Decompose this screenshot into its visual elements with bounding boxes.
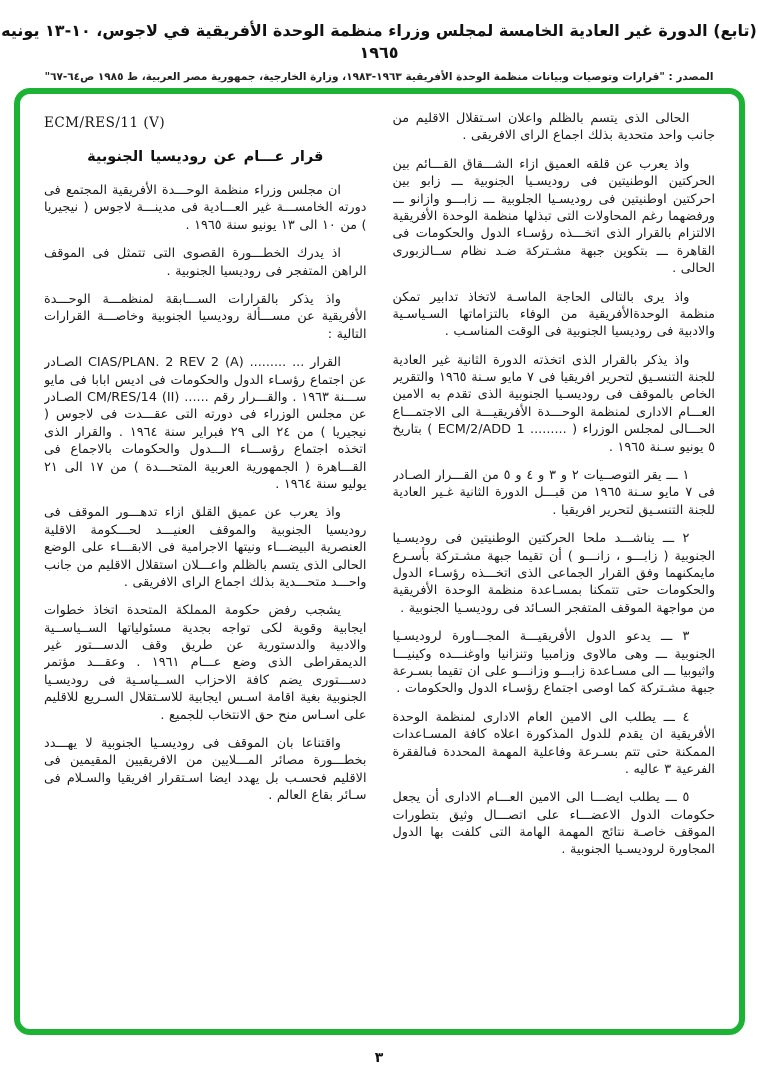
paragraph: واذ يذكر بالقرار الذى اتخذته الدورة الثانية غير العادية للجنة التنسـيق لتحرير افريقيا فى ٧ مايو سـنة ١٩٦٥ والتقرير الخاص بالموقف فى روديسـيا الجنوبية الذى تقدم به الامين العـــام الادارى لمنظمة الوحـــدة الأفريقيـــة الى الاجتمـــاع الحـــالى لمجلس الوزراء ( ⁦ECM/2/ADD 1 .........⁩ ) بتاريخ ٥ يونيو سـنة ١٩٦٥ .	[392, 352, 715, 455]
column-left	[44, 110, 367, 1021]
numbered-clause-2: ٢ ـــ يناشـــد ملحا الحركتين الوطنيتين فى روديسـيا الجنوبية ( زابـــو ، زانـــو ) أن تقيما جبهة مشـتركة بأسـرع مايمكنهما وفق القرار الجماعى الذى اتخـــذه رؤسـاء الدول والحكومات حتى تتمكنا بمسـاعدة منظمة الوحدة الأفريقية من مواجهة الموقف المتفجر السـائد فى روديسـيا الجنوبية .	[392, 531, 715, 616]
numbered-clause-5: ٥ ـــ يطلب ايضـــا الى الامين العـــام الادارى أن يجعل حكومات الدول الاعضـــاء على اتصـــال وثيق بتطورات الموقف خاصـة نتائج المهمة الهامة التى كلفت بها الدول المجاورة لروديسـيا الجنوبية .	[392, 790, 715, 858]
page-header	[0, 20, 758, 83]
paragraph: يشجب رفض حكومة المملكة المتحدة اتخاذ خطوات ايجابية وقوية لكى تواجه بجدية مسئولياتها الســياســية والادبية والدستورية عن طريق وقف الدســـتور غير الديمقراطى الذى وضع عـــام ١٩٦١ . وعقـــد مؤتمر دســـتورى يضم كافة الاحزاب الســياسـية فى روديسـيا الجنوبية بغية اقامة اسـس ايجابية للاسـتقلال السـريع للاقليم على اسـاس منح حق الانتخاب للجميع .	[44, 603, 367, 723]
numbered-clause-1: ١ ـــ يقر التوصــيات ٢ و ٣ و ٤ و ٥ من القـــرار الصـادر فى ٧ مايو سـنة ١٩٦٥ من قبـــل الدورة الثانية غـير العادية للجنة التنسـيق لتحرير افريقيا .	[392, 468, 715, 518]
paragraph: ان مجلس وزراء منظمة الوحـــدة الأفريقية المجتمع فى دورته الخامســـة غير العـــادية فى مدينـــة لاجوس ( نيجيريا ) من ١٠ الى ١٣ يونيو سنة ١٩٦٥ .	[44, 183, 367, 233]
resolution-title: قرار عـــام عن روديسيا الجنوبية	[87, 149, 324, 166]
column-right	[393, 110, 716, 1021]
paragraph: الحالى الذى يتسم بالظلم واعلان اسـتقلال الاقليم من جانب واحد متحدية بذلك اجماع الراى الافريقى .	[392, 111, 715, 144]
paragraph: واقتناعا بان الموقف فى روديسـيا الجنوبية لا يهـــدد بخطـــورة مصائر المـــلايين من الافريقيين المقيمين فى الاقليم فحسـب بل يهدد ايضا اسـتقرار افريقيا والسـلام فى سـائر بقاع العالم .	[44, 736, 367, 804]
text-columns	[44, 110, 715, 1021]
paragraph: واذ يعرب عن قلقه العميق ازاء الشـــقاق القـــائم بين الحركتين الوطنيتين فى روديسـيا الجنوبية ـــ زابو بين احركتين اوطنيتين فى روديسـيا الجلوبية ـــ زابـــو وازانو ـــ ورفضهما رغم المحاولات التى تبذلها منظمة الوحدة الأفريقية الالتزام بالقرار الذى اتخـــذه رؤسـاء الدول والحكومات فى القاهرة ـــ بتكوين جبهة مشـتركة ضـد نظام ســالزبورى الحالى .	[392, 156, 715, 277]
paragraph: القرار ... ......... ⁦CIAS/PLAN. 2 REV 2 (A)⁩ الصـادر عن اجتماع رؤسـاء الدول والحكومات فى اديس ابابا فى مايو ســـنة ١٩٦٣ . والقـــرار رقم ...... ⁦CM/RES/14 (II)⁩ الصـادر عن مجلس الوزراء فى دورته التى عقـــدت فى لاجوس ( نيجيريا ) من ٢٤ الى ٢٩ فبراير سنة ١٩٦٤ . والقرار الذى اتخذه اجتماع رؤســـاء الـــدول والحكومات بالاجماع فى القـــاهرة ( الجمهورية العربية المتحـــدة ) من ١٧ الى ٢١ يوليو سنة ١٩٦٤ .	[44, 355, 367, 492]
source-citation: المصدر : "قرارات وتوصيات وبيانات منظمة الوحدة الأفريقية ١٩٦٣-١٩٨٣، وزارة الخارجية، جمهورية مصر العربية، ط ١٩٨٥ ص٦٤-٦٧"	[44, 71, 714, 84]
paragraph: اذ يدرك الخطـــورة القصوى التى تتمثل فى الموقف الراهن المتفجر فى روديسيا الجنوبية .	[44, 246, 367, 279]
session-title: (تابع) الدورة غير العادية الخامسة لمجلس وزراء منظمة الوحدة الأفريقية في لاجوس، ١٠-١٣ يونيه ١٩٦٥	[1, 21, 757, 62]
paragraph: واذ يذكر بالقرارات الســـابقة لمنظمـــة الوحـــدة الأفريقية عن مســـألة روديسيا الجنوبية وخاصـــة القرارات التالية :	[44, 292, 367, 342]
paragraph: واذ يرى بالتالى الحاجة الماسـة لاتخاذ تدابير تمكن منظمة الوحدةالأفريقية من الوفاء بالتزاماتها السـياسـية والادبية فى روديسيا الجنوبية فى الوقت المناسـب .	[392, 289, 715, 340]
page-number: ٣	[374, 1050, 384, 1066]
numbered-clause-4: ٤ ـــ يطلب الى الامين العام الادارى لمنظمة الوحدة الأفريقية ان يقدم للدول المذكورة اعلاه كافة المسـاعدات الممكنة حتى تتم بسـرعة وفاعلية المهمة المحددة فىالفقرة الفرعية ٣ عاليه .	[392, 709, 715, 777]
content-frame	[14, 88, 745, 1035]
paragraph: واذ يعرب عن عميق القلق ازاء تدهـــور الموقف فى روديسيا الجنوبية والموقف العنيـــد لحـــكومة الاقلية العنصرية البيضـــاء ونيتها الاجرامية فى الابقـــاء على الوضع الحالى الذى يتسم بالظلم واعـــلان استقلال الاقليم من جانب واحـــد متحـــدية بذلك اجماع الراى الافريقى .	[44, 505, 367, 590]
resolution-reference-code: ECM/RES/11 (V)	[44, 115, 166, 131]
numbered-clause-3: ٣ ـــ يدعو الدول الأفريقيـــة المجـــاورة لروديسـيا الجنوبية ـــ وهى مالاوى وزامبيا وتنزانيا واوغنـــده وكينيـــا واثيوبيا ـــ الى مسـاعدة زابـــو وزانـــو على ان تقيما بسـرعة جبهة مشـتركة كما اوصى اجتماع رؤسـاء الدول والحكومات .	[392, 629, 715, 697]
